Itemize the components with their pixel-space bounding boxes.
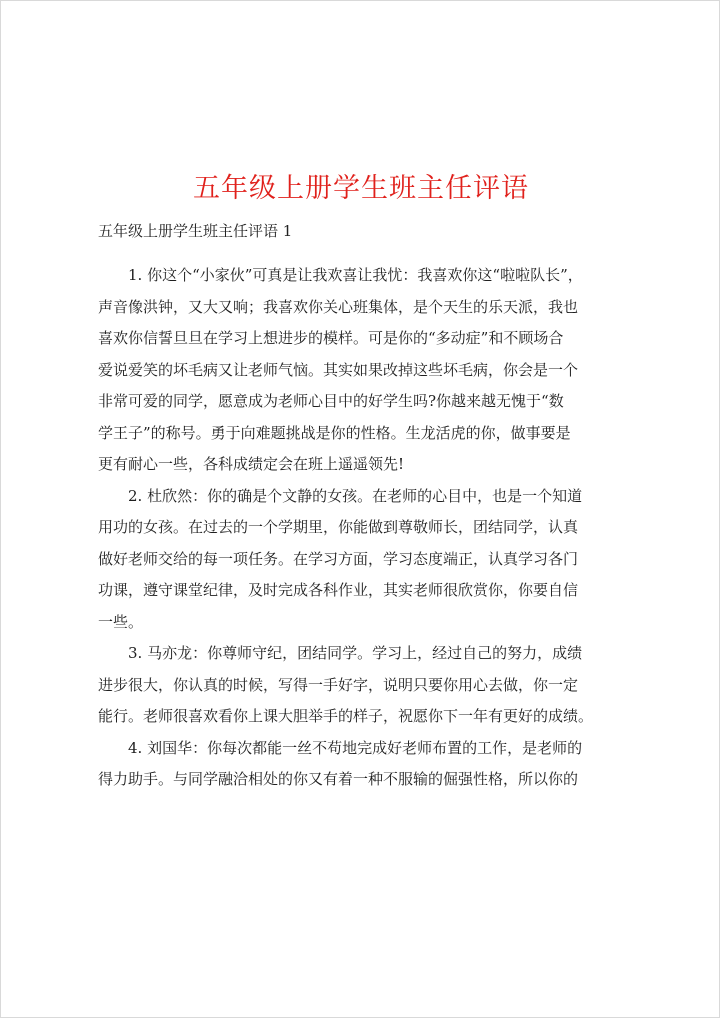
text-line: 得力助手。与同学融洽相处的你又有着一种不服输的倔强性格，所以你的 bbox=[98, 770, 579, 788]
text-line: 3. 马亦龙：你尊师守纪，团结同学。学习上，经过自己的努力，成绩 bbox=[128, 644, 583, 662]
text-line: 用功的女孩。在过去的一个学期里，你能做到尊敬师长，团结同学，认真 bbox=[98, 518, 579, 536]
text-line: 2. 杜欣然：你的确是个文静的女孩。在老师的心目中，也是一个知道 bbox=[128, 486, 583, 505]
paragraph-3 bbox=[98, 638, 646, 733]
text-line: 4. 刘国华：你每次都能一丝不苟地完成好老师布置的工作，是老师的 bbox=[128, 738, 583, 757]
document-body bbox=[98, 260, 646, 796]
text-line: 爱说爱笑的坏毛病又让老师气恼。其实如果改掉这些坏毛病，你会是一个 bbox=[98, 360, 579, 379]
section-heading: 五年级上册学生班主任评语 1 bbox=[98, 222, 293, 240]
text-line: 1. 你这个“小家伙”可真是让我欢喜让我忧：我喜欢你这“啦啦队长”， bbox=[128, 266, 583, 284]
text-line: 更有耐心一些，各科成绩定会在班上遥遥领先! bbox=[98, 455, 405, 473]
text-line: 声音像洪钟，又大又响；我喜欢你关心班集体，是个天生的乐天派，我也 bbox=[98, 297, 579, 316]
text-line: 一些。 bbox=[98, 612, 144, 631]
text-line: 喜欢你信誓旦旦在学习上想进步的模样。可是你的“多动症”和不顾场合 bbox=[98, 329, 564, 347]
text-line: 做好老师交给的每一项任务。在学习方面，学习态度端正，认真学习各门 bbox=[98, 549, 579, 568]
text-line: 非常可爱的同学，愿意成为老师心目中的好学生吗?你越来越无愧于“数 bbox=[98, 392, 564, 410]
text-line: 学王子”的称号。勇于向难题挑战是你的性格。生龙活虎的你，做事要是 bbox=[98, 423, 571, 442]
text-line: 功课，遵守课堂纪律，及时完成各科作业，其实老师很欣赏你，你要自信 bbox=[98, 581, 579, 599]
text-line: 进步很大，你认真的时候，写得一手好字，说明只要你用心去做，你一定 bbox=[98, 675, 579, 694]
paragraph-1 bbox=[98, 260, 646, 481]
document-title: 五年级上册学生班主任评语 bbox=[193, 173, 529, 205]
text-line: 能行。老师很喜欢看你上课大胆举手的样子，祝愿你下一年有更好的成绩。 bbox=[98, 707, 594, 725]
paragraph-4 bbox=[98, 733, 646, 796]
paragraph-2 bbox=[98, 481, 646, 639]
